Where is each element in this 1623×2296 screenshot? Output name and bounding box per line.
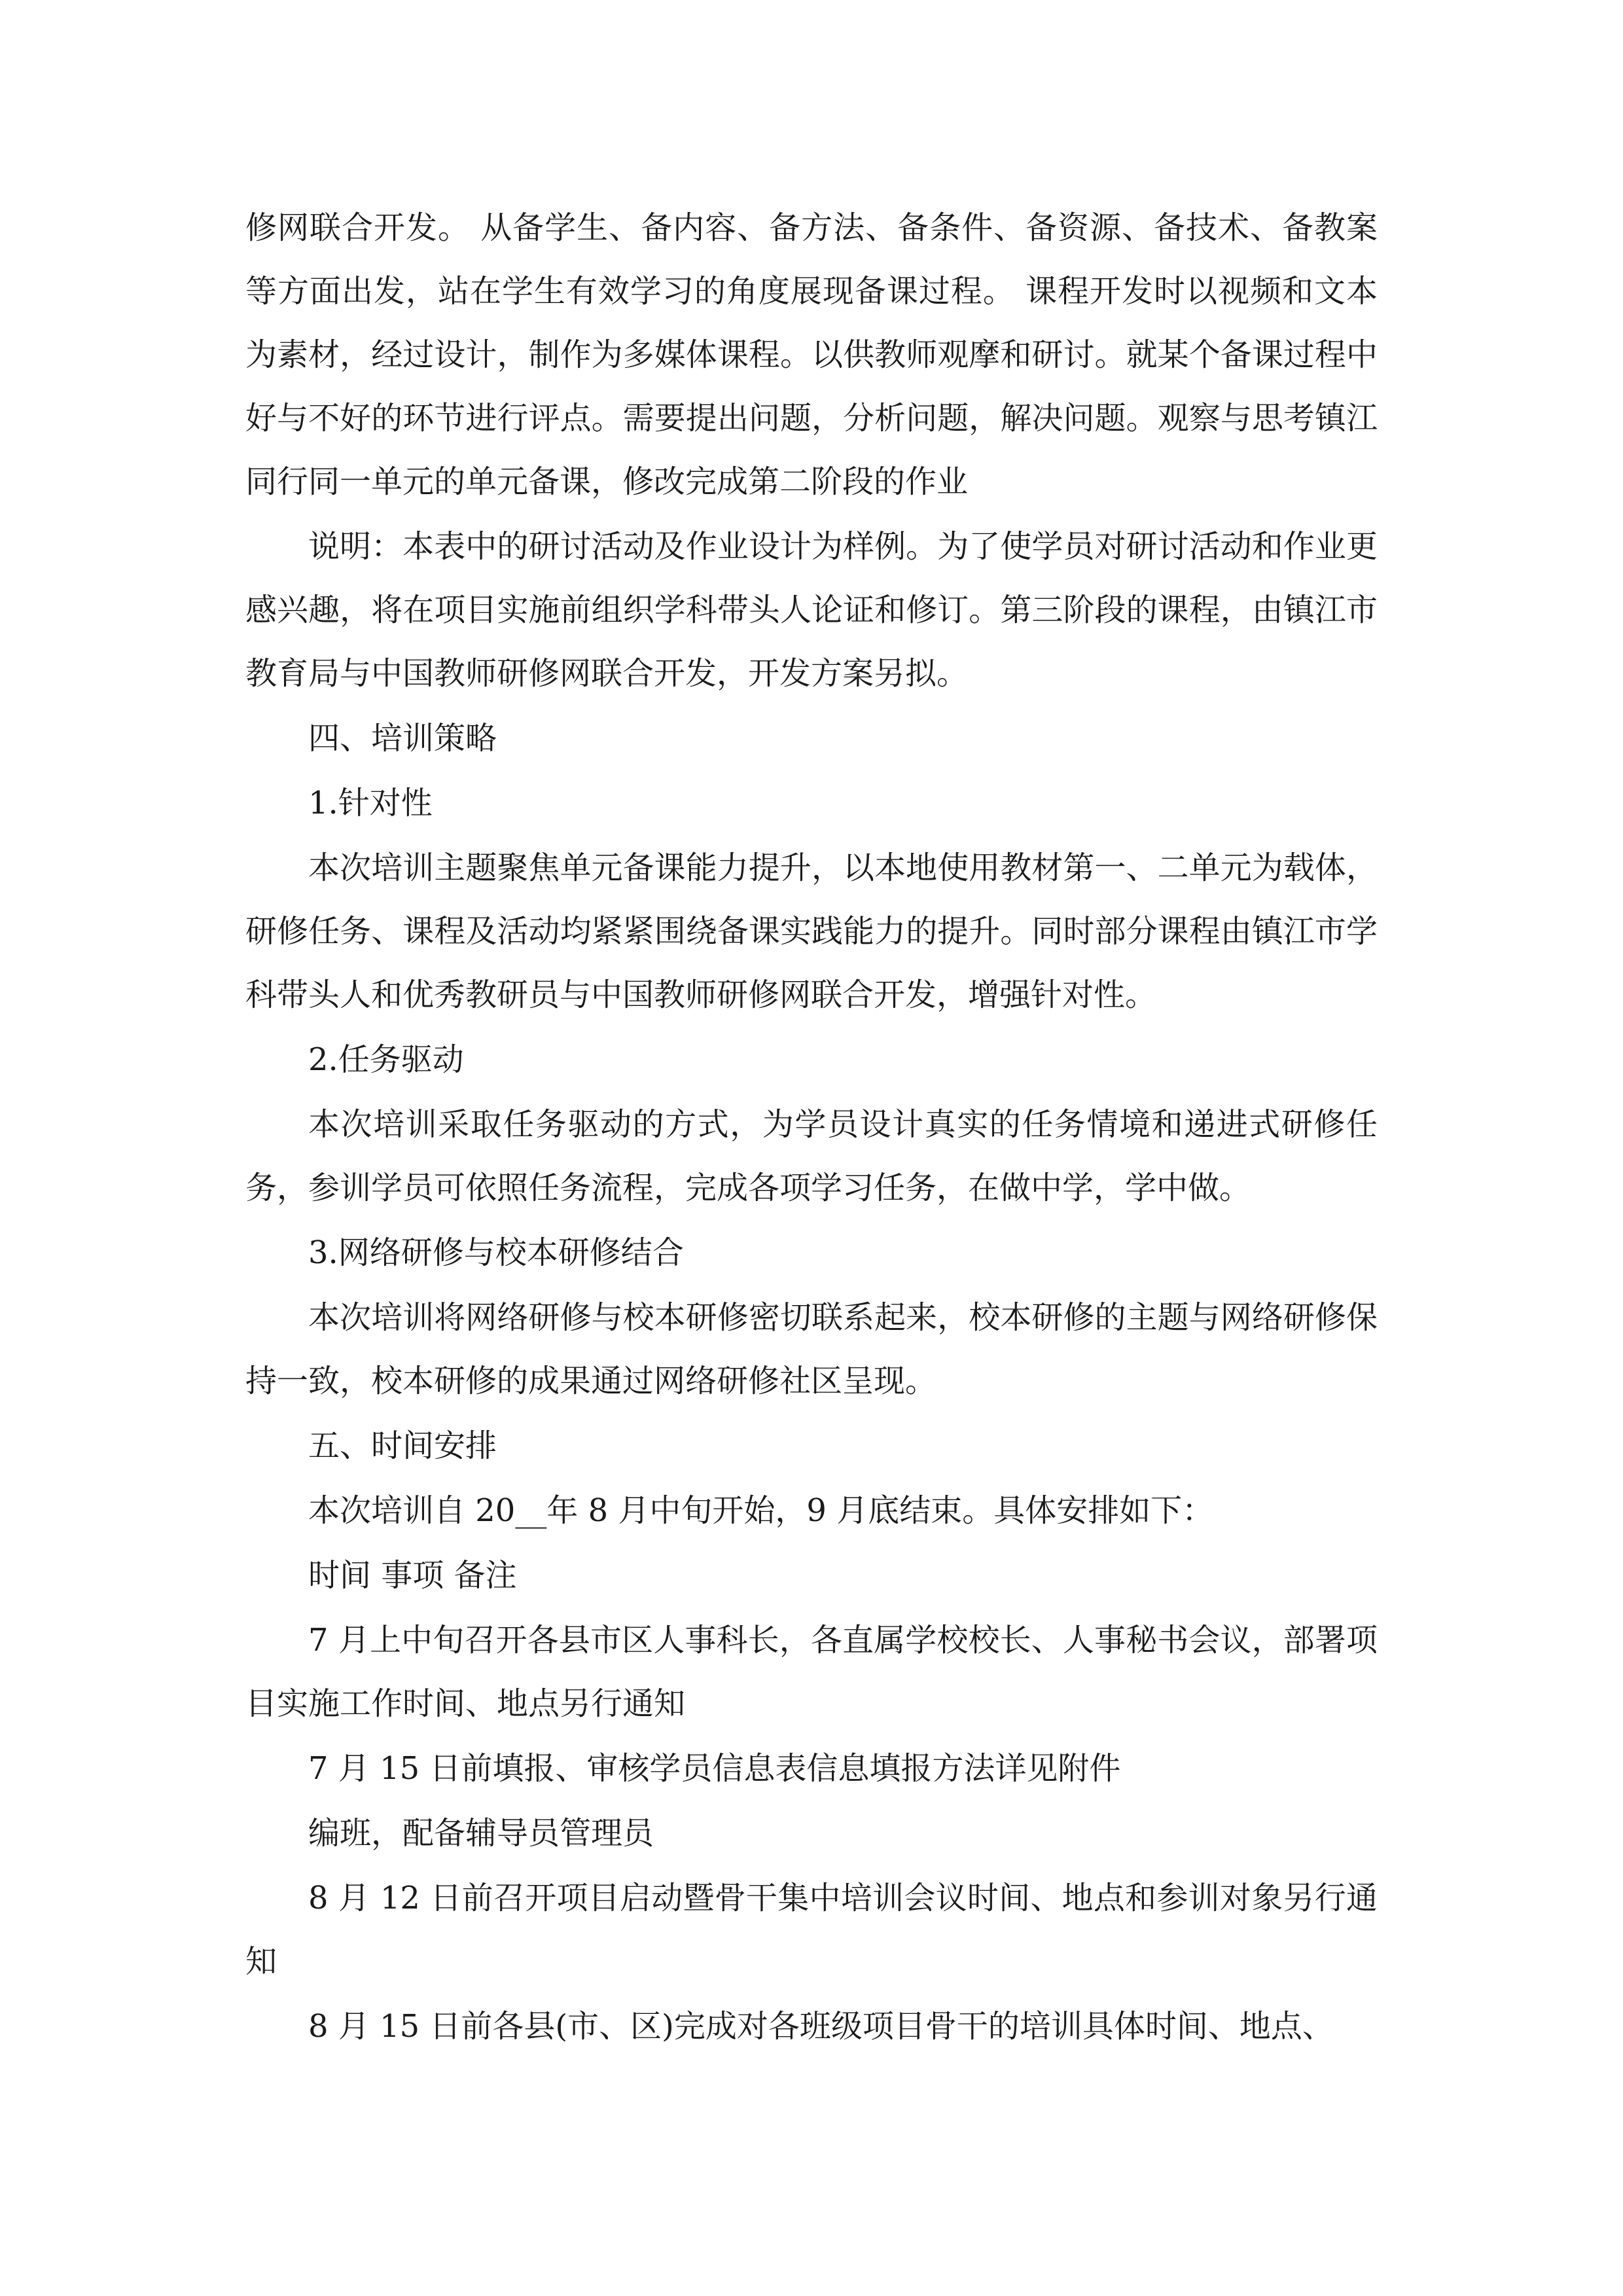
- document-body: [245, 196, 1378, 2060]
- note-paragraph: 说明：本表中的研讨活动及作业设计为样例。为了使学员对研讨活动和作业更感兴趣，将在项目实施前组织学科带头人论证和修订。第三阶段的课程，由镇江市教育局与中国教师研修网联合开发，开发方案另拟。: [245, 528, 1378, 692]
- schedule-header: 时间 事项 备注: [308, 1557, 517, 1594]
- schedule-item: 8 月 12 日前召开项目启动暨骨干集中培训会议时间、地点和参训对象另行通知: [245, 1880, 1378, 1980]
- subsection-heading: 1.针对性: [308, 785, 433, 821]
- body-paragraph: 本次培训主题聚焦单元备课能力提升，以本地使用教材第一、二单元为载体，研修任务、课程及活动均紧紧围绕备课实践能力的提升。同时部分课程由镇江市学科带头人和优秀教研员与中国教师研修网联合开发，增强针对性。: [245, 850, 1378, 1013]
- schedule-item: 8 月 15 日前各县(市、区)完成对各班级项目骨干的培训具体时间、地点、: [308, 2008, 1334, 2045]
- body-paragraph: 本次培训将网络研修与校本研修密切联系起来，校本研修的主题与网络研修保持一致，校本研修的成果通过网络研修社区呈现。: [245, 1299, 1378, 1399]
- schedule-item: 7 月上中旬召开各县市区人事科长，各直属学校校长、人事秘书会议，部署项目实施工作时间、地点另行通知: [245, 1622, 1378, 1722]
- body-paragraph: 本次培训采取任务驱动的方式，为学员设计真实的任务情境和递进式研修任务，参训学员可依照任务流程，完成各项学习任务，在做中学，学中做。: [245, 1106, 1378, 1206]
- section-heading: 四、培训策略: [308, 720, 497, 757]
- subsection-heading: 2.任务驱动: [308, 1041, 464, 1078]
- section-heading: 五、时间安排: [308, 1427, 497, 1464]
- subsection-heading: 3.网络研修与校本研修结合: [308, 1234, 684, 1271]
- schedule-item: 7 月 15 日前填报、审核学员信息表信息填报方法详见附件: [308, 1750, 1121, 1787]
- schedule-item: 编班，配备辅导员管理员: [308, 1815, 654, 1852]
- body-paragraph: 修网联合开发。 从备学生、备内容、备方法、备条件、备资源、备技术、备教案等方面出发，站在学生有效学习的角度展现备课过程。 课程开发时以视频和文本为素材，经过设计，制作为多媒体课程。以供教师观摩和研讨。就某个备课过程中好与不好的环节进行评点。需要提出问题，分析问题，解决问题。观察与思考镇江同行同一单元的单元备课，修改完成第二阶段的作业: [245, 209, 1378, 500]
- body-paragraph: 本次培训自 20__年 8 月中旬开始，9 月底结束。具体安排如下：: [308, 1492, 1214, 1529]
